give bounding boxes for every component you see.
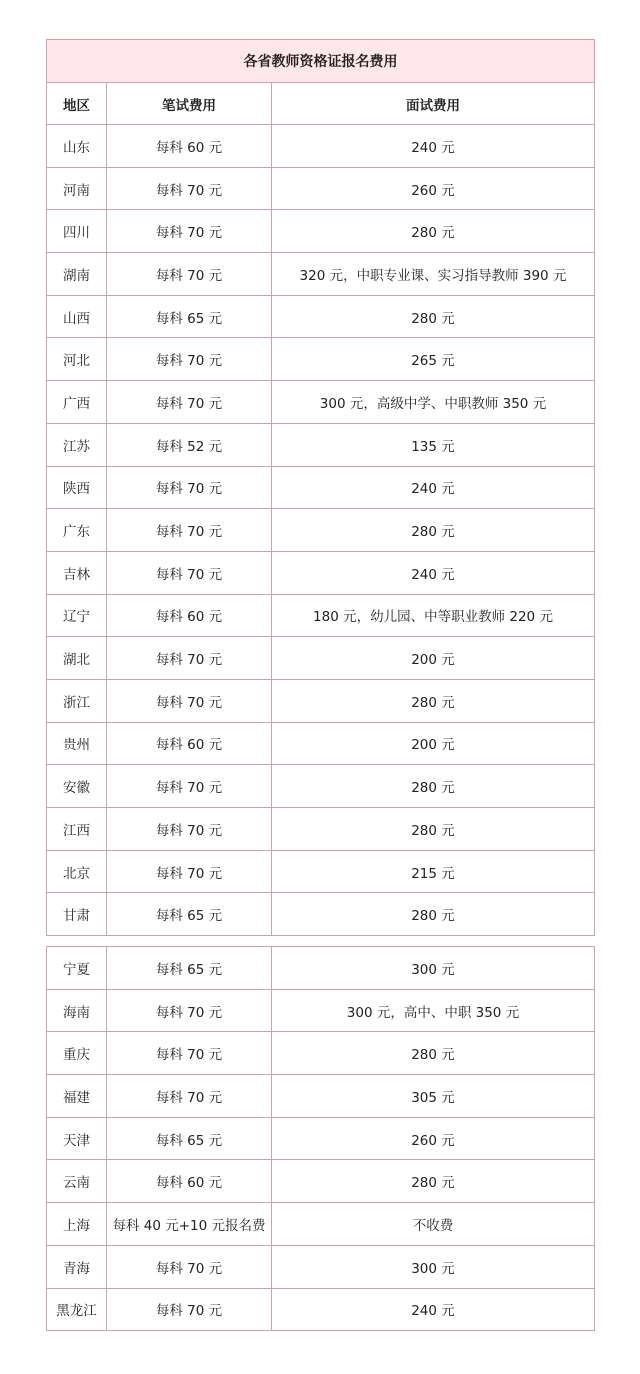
- region-cell: 广西: [47, 381, 107, 424]
- written-fee-cell: 每科 70 元: [107, 679, 272, 722]
- table-row: [47, 947, 595, 990]
- table-row: [47, 765, 595, 808]
- table-row: [47, 253, 595, 296]
- interview-fee-cell: 305 元: [272, 1075, 595, 1118]
- written-fee-cell: 每科 70 元: [107, 850, 272, 893]
- interview-fee-cell: 280 元: [272, 893, 595, 936]
- interview-fee-cell: 不收费: [272, 1203, 595, 1246]
- table-row: [47, 850, 595, 893]
- region-cell: 湖北: [47, 637, 107, 680]
- title-row: [47, 40, 595, 83]
- region-cell: 安徽: [47, 765, 107, 808]
- region-cell: 青海: [47, 1245, 107, 1288]
- fee-table: [46, 39, 595, 936]
- region-cell: 吉林: [47, 551, 107, 594]
- written-fee-cell: 每科 70 元: [107, 808, 272, 851]
- region-cell: 云南: [47, 1160, 107, 1203]
- written-fee-cell: 每科 60 元: [107, 125, 272, 168]
- interview-fee-cell: 280 元: [272, 679, 595, 722]
- interview-fee-cell: 260 元: [272, 167, 595, 210]
- region-cell: 重庆: [47, 1032, 107, 1075]
- region-cell: 贵州: [47, 722, 107, 765]
- written-fee-cell: 每科 70 元: [107, 637, 272, 680]
- interview-fee-cell: 240 元: [272, 551, 595, 594]
- written-fee-cell: 每科 70 元: [107, 509, 272, 552]
- table-row: [47, 594, 595, 637]
- interview-fee-cell: 240 元: [272, 125, 595, 168]
- written-fee-cell: 每科 40 元+10 元报名费: [107, 1203, 272, 1246]
- interview-fee-cell: 200 元: [272, 637, 595, 680]
- region-cell: 宁夏: [47, 947, 107, 990]
- written-fee-cell: 每科 70 元: [107, 1288, 272, 1331]
- fee-table-continued: [46, 946, 595, 1331]
- written-fee-cell: 每科 70 元: [107, 167, 272, 210]
- region-cell: 上海: [47, 1203, 107, 1246]
- interview-fee-cell: 300 元，高中、中职 350 元: [272, 989, 595, 1032]
- table-row: [47, 210, 595, 253]
- interview-fee-cell: 200 元: [272, 722, 595, 765]
- region-cell: 黑龙江: [47, 1288, 107, 1331]
- table-row: [47, 125, 595, 168]
- region-cell: 海南: [47, 989, 107, 1032]
- table-row: [47, 1288, 595, 1331]
- table-row: [47, 893, 595, 936]
- region-cell: 山西: [47, 295, 107, 338]
- header-row: [47, 83, 595, 125]
- table-row: [47, 167, 595, 210]
- written-fee-cell: 每科 70 元: [107, 210, 272, 253]
- table-row: [47, 551, 595, 594]
- written-fee-cell: 每科 65 元: [107, 947, 272, 990]
- interview-fee-cell: 280 元: [272, 509, 595, 552]
- region-cell: 四川: [47, 210, 107, 253]
- region-cell: 山东: [47, 125, 107, 168]
- interview-fee-cell: 280 元: [272, 765, 595, 808]
- interview-fee-cell: 180 元，幼儿园、中等职业教师 220 元: [272, 594, 595, 637]
- region-cell: 甘肃: [47, 893, 107, 936]
- region-cell: 河南: [47, 167, 107, 210]
- written-fee-cell: 每科 52 元: [107, 423, 272, 466]
- written-fee-cell: 每科 70 元: [107, 551, 272, 594]
- region-cell: 湖南: [47, 253, 107, 296]
- region-cell: 河北: [47, 338, 107, 381]
- table-row: [47, 1245, 595, 1288]
- region-cell: 浙江: [47, 679, 107, 722]
- region-cell: 辽宁: [47, 594, 107, 637]
- table-row: [47, 989, 595, 1032]
- interview-fee-cell: 135 元: [272, 423, 595, 466]
- interview-fee-cell: 280 元: [272, 210, 595, 253]
- interview-fee-cell: 300 元: [272, 947, 595, 990]
- interview-fee-cell: 240 元: [272, 466, 595, 509]
- table-row: [47, 1032, 595, 1075]
- table-row: [47, 808, 595, 851]
- interview-fee-cell: 240 元: [272, 1288, 595, 1331]
- interview-fee-cell: 280 元: [272, 1160, 595, 1203]
- interview-fee-cell: 300 元，高级中学、中职教师 350 元: [272, 381, 595, 424]
- written-fee-cell: 每科 70 元: [107, 381, 272, 424]
- interview-fee-cell: 260 元: [272, 1117, 595, 1160]
- written-fee-cell: 每科 70 元: [107, 338, 272, 381]
- written-fee-cell: 每科 70 元: [107, 1032, 272, 1075]
- written-fee-cell: 每科 70 元: [107, 466, 272, 509]
- table-row: [47, 1160, 595, 1203]
- interview-fee-cell: 215 元: [272, 850, 595, 893]
- interview-fee-cell: 280 元: [272, 1032, 595, 1075]
- written-fee-cell: 每科 65 元: [107, 295, 272, 338]
- table-row: [47, 722, 595, 765]
- header-interview-fee: 面试费用: [272, 83, 595, 125]
- interview-fee-cell: 265 元: [272, 338, 595, 381]
- table-row: [47, 1203, 595, 1246]
- written-fee-cell: 每科 70 元: [107, 765, 272, 808]
- table-row: [47, 1117, 595, 1160]
- written-fee-cell: 每科 70 元: [107, 253, 272, 296]
- table-row: [47, 637, 595, 680]
- written-fee-cell: 每科 70 元: [107, 1075, 272, 1118]
- table-body-part1: [47, 125, 595, 936]
- table-row: [47, 1075, 595, 1118]
- table-title: 各省教师资格证报名费用: [47, 40, 595, 83]
- region-cell: 广东: [47, 509, 107, 552]
- written-fee-cell: 每科 65 元: [107, 1117, 272, 1160]
- written-fee-cell: 每科 60 元: [107, 1160, 272, 1203]
- table-row: [47, 509, 595, 552]
- region-cell: 江苏: [47, 423, 107, 466]
- written-fee-cell: 每科 60 元: [107, 722, 272, 765]
- table-row: [47, 381, 595, 424]
- header-written-fee: 笔试费用: [107, 83, 272, 125]
- region-cell: 福建: [47, 1075, 107, 1118]
- region-cell: 陕西: [47, 466, 107, 509]
- table-body-part2: [47, 947, 595, 1331]
- written-fee-cell: 每科 70 元: [107, 1245, 272, 1288]
- table-row: [47, 338, 595, 381]
- interview-fee-cell: 280 元: [272, 808, 595, 851]
- region-cell: 天津: [47, 1117, 107, 1160]
- header-region: 地区: [47, 83, 107, 125]
- interview-fee-cell: 320 元，中职专业课、实习指导教师 390 元: [272, 253, 595, 296]
- table-row: [47, 423, 595, 466]
- region-cell: 北京: [47, 850, 107, 893]
- table-row: [47, 466, 595, 509]
- interview-fee-cell: 280 元: [272, 295, 595, 338]
- table-row: [47, 295, 595, 338]
- region-cell: 江西: [47, 808, 107, 851]
- written-fee-cell: 每科 60 元: [107, 594, 272, 637]
- written-fee-cell: 每科 65 元: [107, 893, 272, 936]
- written-fee-cell: 每科 70 元: [107, 989, 272, 1032]
- table-row: [47, 679, 595, 722]
- interview-fee-cell: 300 元: [272, 1245, 595, 1288]
